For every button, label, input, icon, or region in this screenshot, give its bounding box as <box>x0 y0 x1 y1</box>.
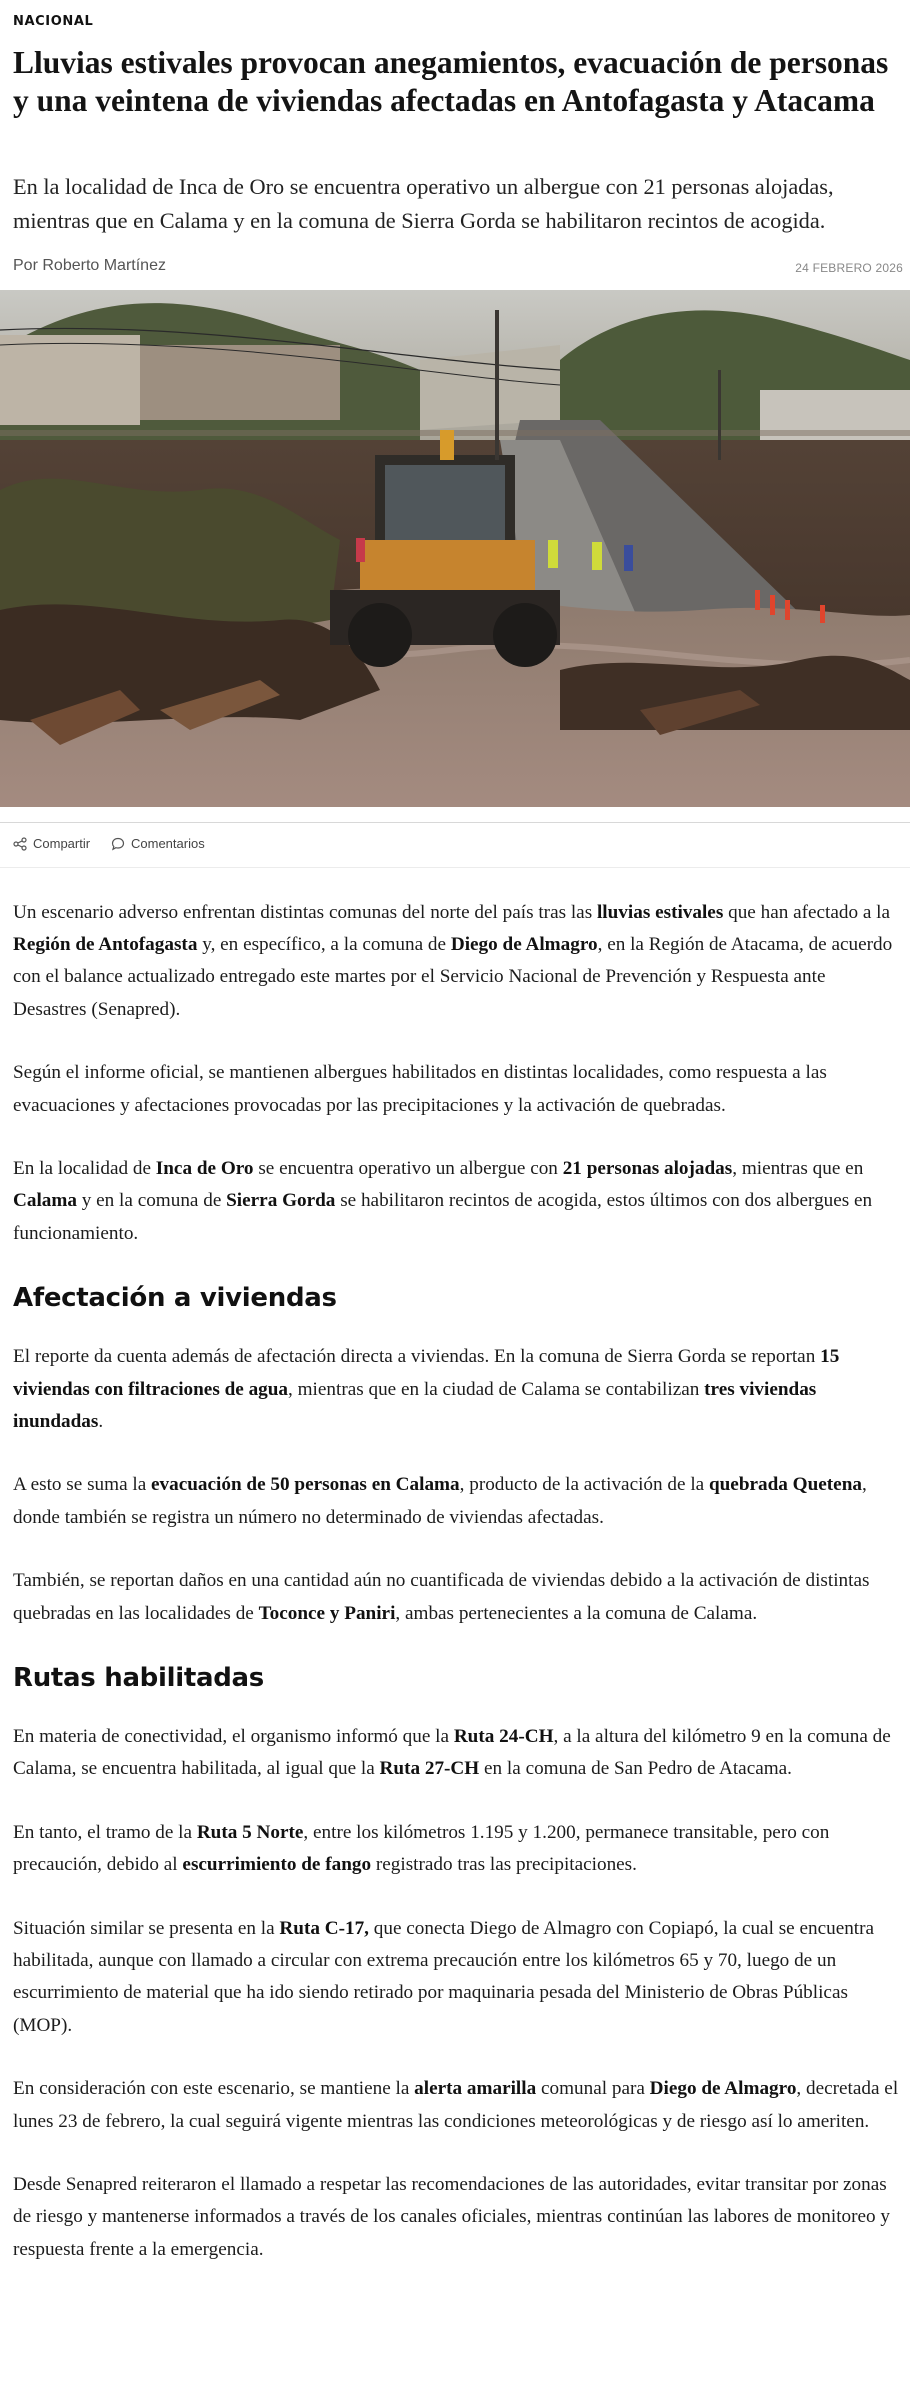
section-label[interactable]: NACIONAL <box>13 14 94 29</box>
paragraph: En materia de conectividad, el organismo informó que la Ruta 24-CH, a la altura del kilómetro 9 en la comuna de Calama, se encuentra habilitada, al igual que la Ruta 27-CH en la comuna de San Pedro de Atacama. <box>13 1726 891 1780</box>
publish-date: 24 FEBRERO 2026 <box>795 261 903 275</box>
byline-prefix: Por <box>13 257 38 274</box>
share-button[interactable] <box>13 836 90 851</box>
comment-bubble-icon <box>111 837 125 851</box>
paragraph: En consideración con este escenario, se mantiene la alerta amarilla comunal para Diego de Almagro, decretada el lunes 23 de febrero, la cual seguirá vigente mientras las condiciones meteorológicas y de riesgo así lo ameriten. <box>13 2078 899 2132</box>
comments-button[interactable] <box>111 836 205 851</box>
paragraph: El reporte da cuenta además de afectación directa a viviendas. En la comuna de Sierra Gorda se reportan 15 viviendas con filtraciones de agua, mientras que en la ciudad de Calama se contabilizan tres viviendas inundadas. <box>13 1346 840 1432</box>
article-lead: En la localidad de Inca de Oro se encuentra operativo un albergue con 21 personas alojadas, mientras que en Calama y en la comuna de Sierra Gorda se habilitaron recintos de acogida. <box>13 174 834 233</box>
flooded-street-photo <box>0 290 910 807</box>
paragraph: Un escenario adverso enfrentan distintas comunas del norte del país tras las lluvias estivales que han afectado a la Región de Antofagasta y, en específico, a la comuna de Diego de Almagro, en la Región de Atacama, de acuerdo con el balance actualizado entregado este martes por el Servicio Nacional de Prevención y Respuesta ante Desastres (Senapred). <box>13 902 893 1020</box>
paragraph: En tanto, el tramo de la Ruta 5 Norte, entre los kilómetros 1.195 y 1.200, permanece transitable, pero con precaución, debido al escurrimiento de fango registrado tras las precipitaciones. <box>13 1822 830 1876</box>
subheading-routes: Rutas habilitadas <box>13 1663 264 1694</box>
author-link[interactable]: Roberto Martínez <box>42 257 166 274</box>
paragraph: También, se reportan daños en una cantidad aún no cuantificada de viviendas debido a la activación de distintas quebradas en las localidades de Toconce y Paniri, ambas pertenecientes a la comuna de Calama. <box>13 1570 870 1624</box>
share-label: Compartir <box>33 836 91 851</box>
paragraph: Situación similar se presenta en la Ruta C-17, que conecta Diego de Almagro con Copiapó, la cual se encuentra habilitada, aunque con llamado a circular con extrema precaución entre los kilómetros 65 y 70, luego de un escurrimiento de material que ha ido siendo retirado por maquinaria pesada del Ministerio de Obras Públicas (MOP). <box>13 1918 875 2036</box>
article-actions-bar <box>0 822 910 868</box>
paragraph: Según el informe oficial, se mantienen albergues habilitados en distintas localidades, como respuesta a las evacuaciones y afectaciones provocadas por las precipitaciones y la activación de quebradas. <box>13 1062 827 1116</box>
lead-photo <box>0 290 910 807</box>
share-icon <box>13 837 27 851</box>
subheading-housing: Afectación a viviendas <box>13 1283 337 1314</box>
comments-label: Comentarios <box>131 836 205 851</box>
article-headline: Lluvias estivales provocan anegamientos, evacuación de personas y una veintena de viviendas afectadas en Antofagasta y Atacama <box>13 45 889 118</box>
paragraph: Desde Senapred reiteraron el llamado a respetar las recomendaciones de las autoridades, evitar transitar por zonas de riesgo y mantenerse informados a través de los canales oficiales, mientras continúan las labores de monitoreo y respuesta frente a la emergencia. <box>13 2174 891 2260</box>
article-body <box>13 897 903 2297</box>
paragraph: En la localidad de Inca de Oro se encuentra operativo un albergue con 21 personas alojadas, mientras que en Calama y en la comuna de Sierra Gorda se habilitaron recintos de acogida, estos últimos con dos albergues en funcionamiento. <box>13 1158 873 1244</box>
paragraph: A esto se suma la evacuación de 50 personas en Calama, producto de la activación de la quebrada Quetena, donde también se registra un número no determinado de viviendas afectadas. <box>13 1474 867 1528</box>
byline <box>13 257 166 275</box>
